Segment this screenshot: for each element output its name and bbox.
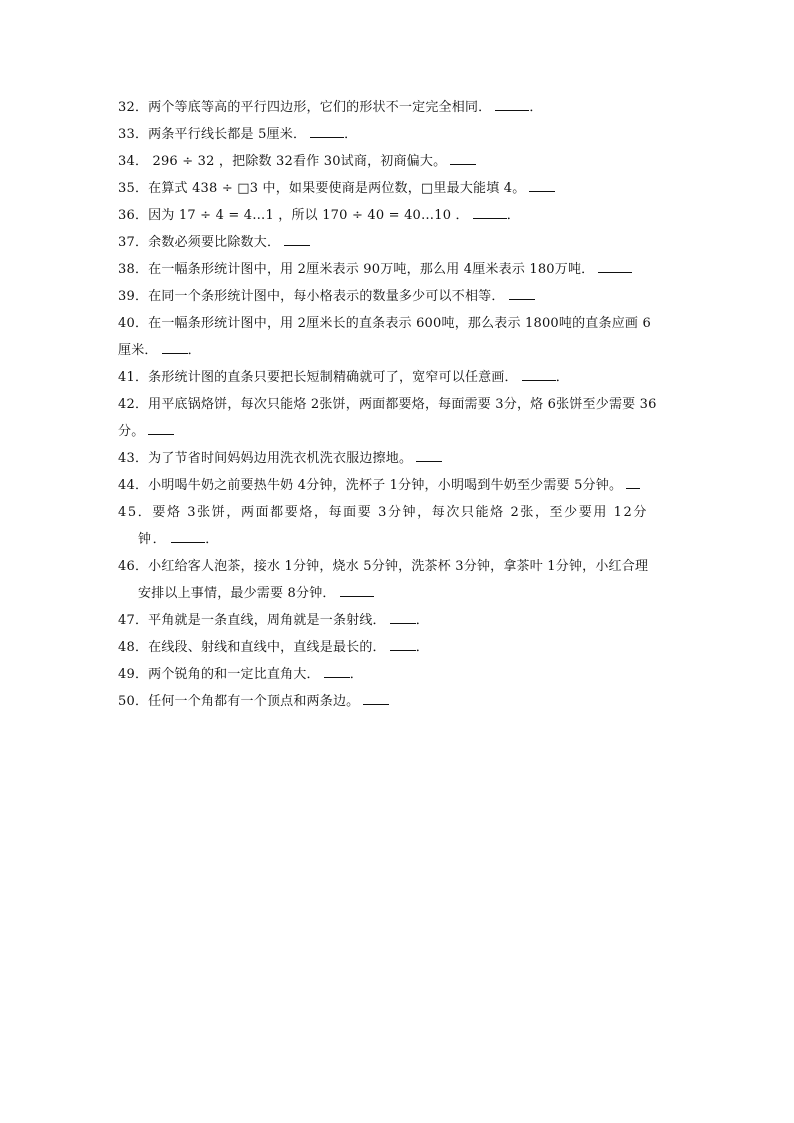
question-text: 46．小红给客人泡茶，接水 1分钟，烧水 5分钟，洗茶杯 3分钟，拿茶叶 1分钟，小红合理 [118,559,649,574]
question-continuation [118,580,678,607]
continuation-text: 厘米． [118,343,158,358]
answer-blank[interactable] [522,366,556,381]
answer-blank[interactable] [390,609,416,624]
question-text: 47．平角就是一条直线，周角就是一条射线． [118,613,386,628]
question-45 [118,499,678,553]
question-tail: ． [555,370,569,385]
question-32 [118,94,678,121]
question-text: 44．小明喝牛奶之前要热牛奶 4分钟，洗杯子 1分钟，小明喝到牛奶至少需要 5分钟。 [118,478,623,493]
question-text: 34． 296 ÷ 32 ，把除数 32看作 30试商，初商偏大。 [118,154,447,169]
question-text: 43．为了节省时间妈妈边用洗衣机洗衣服边擦地。 [118,451,413,466]
question-text: 36．因为 17 ÷ 4 = 4…1 ，所以 170 ÷ 40 = 40…10 ． [118,208,469,223]
question-tail: ． [187,343,201,358]
question-34 [118,148,678,175]
question-text: 42．用平底锅烙饼，每次只能烙 2张饼，两面都要烙，每面需要 3分，烙 6张饼至少需要 36 [118,397,657,412]
answer-blank[interactable] [450,150,476,165]
question-39 [118,283,678,310]
question-37 [118,229,678,256]
question-text: 48．在线段、射线和直线中，直线是最长的． [118,640,386,655]
question-text: 39．在同一个条形统计图中，每小格表示的数量多少可以不相等． [118,289,505,304]
continuation-text: 钟． [138,532,168,547]
question-text: 33．两条平行线长都是 5厘米． [118,127,307,142]
answer-blank[interactable] [324,663,350,678]
question-44 [118,472,678,499]
question-continuation [118,418,678,445]
question-text: 41．条形统计图的直条只要把长短制精确就可了，宽窄可以任意画． [118,370,518,385]
question-tail: ． [506,208,520,223]
question-tail: ． [415,640,429,655]
question-text: 49．两个锐角的和一定比直角大． [118,667,320,682]
answer-blank[interactable] [416,447,442,462]
question-48 [118,634,678,661]
question-text: 45．要烙 3张饼，两面都要烙，每面要 3分钟，每次只能烙 2张，至少要用 12分 [118,505,649,520]
question-tail: ． [415,613,429,628]
question-49 [118,661,678,688]
question-46 [118,553,678,607]
answer-blank[interactable] [284,231,310,246]
answer-blank[interactable] [473,204,507,219]
question-continuation [118,526,678,553]
answer-blank[interactable] [495,96,529,111]
question-text: 35．在算式 438 ÷ □3 中，如果要使商是两位数，□里最大能填 4。 [118,181,526,196]
question-42 [118,391,678,445]
question-tail: ． [344,127,358,142]
answer-blank[interactable] [340,582,374,597]
answer-blank[interactable] [390,636,416,651]
question-41 [118,364,678,391]
question-33 [118,121,678,148]
question-tail: ． [205,532,220,547]
answer-blank[interactable] [363,690,389,705]
question-40 [118,310,678,364]
question-38 [118,256,678,283]
question-text: 50．任何一个角都有一个顶点和两条边。 [118,694,360,709]
question-text: 32．两个等底等高的平行四边形，它们的形状不一定完全相同． [118,100,492,115]
question-tail: ． [529,100,543,115]
question-36 [118,202,678,229]
answer-blank[interactable] [598,258,632,273]
answer-blank[interactable] [626,474,640,489]
question-continuation [118,337,678,364]
question-text: 40．在一幅条形统计图中，用 2厘米长的直条表示 600吨，那么表示 1800吨的直条应画 6 [118,316,651,331]
question-35 [118,175,678,202]
question-43 [118,445,678,472]
answer-blank[interactable] [171,528,205,543]
question-list [118,94,678,715]
answer-blank[interactable] [310,123,344,138]
answer-blank[interactable] [509,285,535,300]
question-text: 38．在一幅条形统计图中，用 2厘米表示 90万吨，那么用 4厘米表示 180万吨． [118,262,595,277]
answer-blank[interactable] [529,177,555,192]
question-tail: ． [349,667,363,682]
continuation-text: 分。 [118,424,145,439]
question-text: 37．余数必须要比除数大． [118,235,281,250]
answer-blank[interactable] [148,420,174,435]
question-50 [118,688,678,715]
answer-blank[interactable] [162,339,188,354]
continuation-text: 安排以上事情，最少需要 8分钟． [138,586,336,601]
question-47 [118,607,678,634]
